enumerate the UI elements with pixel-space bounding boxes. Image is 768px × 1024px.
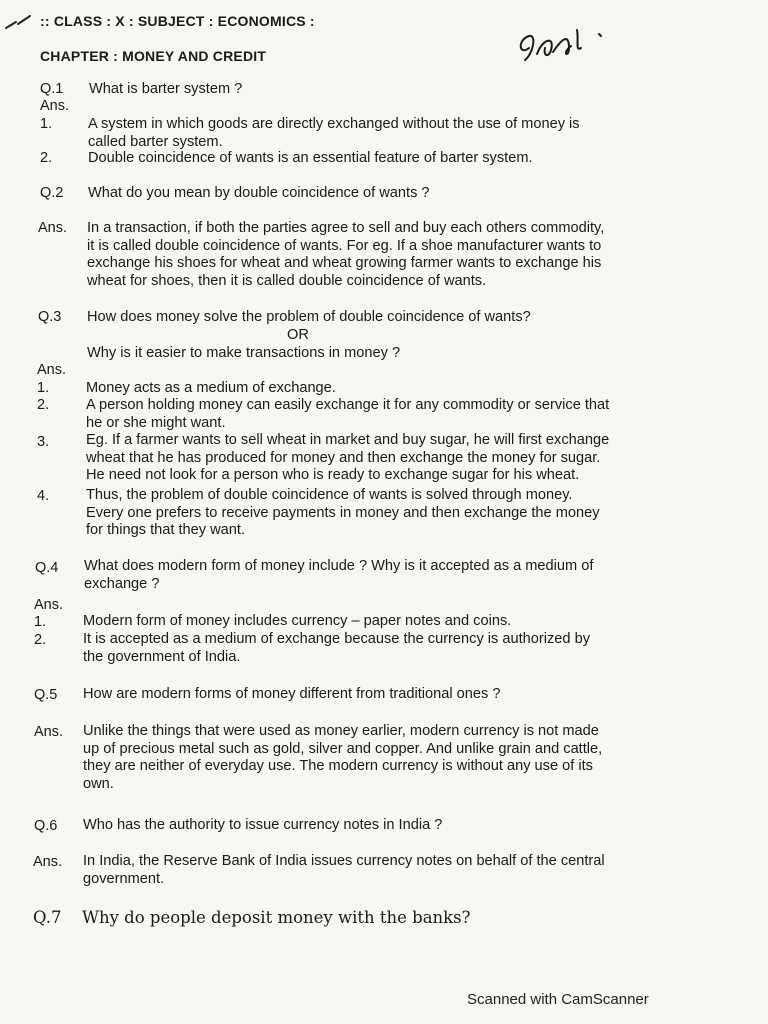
q3-number: Q.3: [38, 309, 62, 325]
signature-scribble-icon: [515, 18, 625, 68]
q6-answer: In India, the Reserve Bank of India issues currency notes on behalf of the central government.: [83, 853, 605, 887]
q5-question: How are modern forms of money different from traditional ones ?: [83, 686, 501, 702]
q1-ans-label: Ans.: [40, 98, 70, 114]
q1-item-1-text: A system in which goods are directly exchanged without the use of money is called barter system.: [88, 116, 580, 150]
q4-question: What does modern form of money include ? Why is it accepted as a medium of exchange ?: [84, 558, 594, 592]
scanner-watermark: Scanned with CamScanner: [467, 991, 649, 1008]
tick-mark-icon: [4, 12, 34, 32]
q5-number: Q.5: [34, 687, 58, 703]
q3-item-3-text: Eg. If a farmer wants to sell wheat in market and buy sugar, he will first exchange wheat that he has produced for money and then exchange the money for sugar. He need not look for a person who is ready to exchange sugar for his wheat.: [86, 432, 610, 483]
q3-item-4-text: Thus, the problem of double coincidence of wants is solved through money. Every one prefers to receive payments in money and then exchange the money for things that they want.: [86, 487, 600, 538]
q3-item-4-number: 4.: [37, 488, 50, 504]
q6-question: Who has the authority to issue currency notes in India ?: [83, 817, 443, 833]
q4-item-1-text: Modern form of money includes currency – paper notes and coins.: [83, 613, 512, 629]
q1-item-1-number: 1.: [40, 116, 53, 132]
q4-ans-label: Ans.: [34, 597, 64, 613]
q5-ans-label: Ans.: [34, 724, 64, 740]
q3-question-alt: Why is it easier to make transactions in money ?: [87, 345, 401, 361]
q4-number: Q.4: [35, 560, 59, 576]
q1-item-2-number: 2.: [40, 150, 53, 166]
q4-item-2-text: It is accepted as a medium of exchange because the currency is authorized by the government of India.: [83, 631, 591, 665]
q1-number: Q.1: [40, 81, 64, 97]
q2-ans-label: Ans.: [38, 220, 68, 236]
q5-answer: Unlike the things that were used as money earlier, modern currency is not made up of precious metal such as gold, silver and copper. And unlike grain and cattle, they are neither of everyday use. The modern currency is without any use of its own.: [83, 723, 603, 792]
q3-item-1-text: Money acts as a medium of exchange.: [86, 380, 336, 396]
q2-answer: In a transaction, if both the parties agree to sell and buy each others commodity, it is called double coincidence of wants. For eg. If a shoe manufacturer wants to exchange his shoes for wheat and wheat growing farmer wants to exchange his wheat for shoes, then it is called double coincidence of wants.: [87, 220, 605, 289]
q1-item-2-text: Double coincidence of wants is an essential feature of barter system.: [88, 150, 533, 166]
chapter-title: CHAPTER : MONEY AND CREDIT: [40, 48, 267, 64]
q3-question: How does money solve the problem of double coincidence of wants?: [87, 309, 531, 325]
q3-item-2-text: A person holding money can easily exchange it for any commodity or service that he or she might want.: [86, 397, 610, 431]
q7-question: Why do people deposit money with the banks?: [82, 908, 471, 927]
q2-number: Q.2: [40, 185, 64, 201]
q1-question: What is barter system ?: [89, 81, 243, 97]
class-subject-header: :: CLASS : X : SUBJECT : ECONOMICS :: [40, 13, 315, 29]
q6-number: Q.6: [34, 818, 58, 834]
q4-item-1-number: 1.: [34, 614, 47, 630]
q3-or: OR: [287, 327, 309, 343]
q7-number: Q.7: [33, 908, 62, 927]
q3-ans-label: Ans.: [37, 362, 67, 378]
q2-question: What do you mean by double coincidence of wants ?: [88, 185, 430, 201]
q3-item-3-number: 3.: [37, 434, 50, 450]
q6-ans-label: Ans.: [33, 854, 63, 870]
q3-item-2-number: 2.: [37, 397, 50, 413]
q4-item-2-number: 2.: [34, 632, 47, 648]
q3-item-1-number: 1.: [37, 380, 50, 396]
